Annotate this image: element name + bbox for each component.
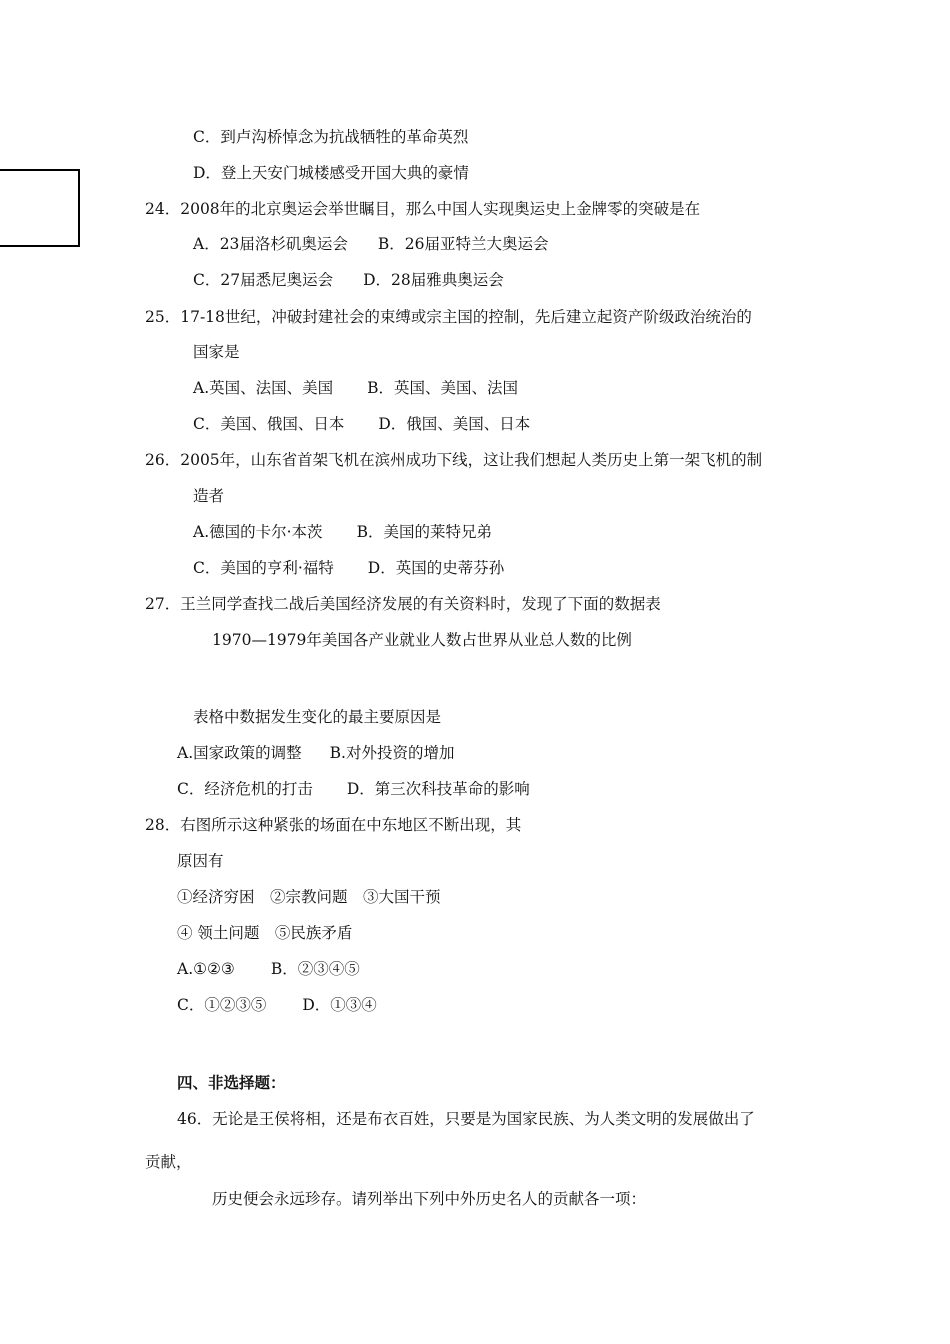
q25-option-d: D．俄国、美国、日本	[378, 415, 531, 433]
q25-stem-line2: 国家是	[193, 343, 240, 361]
q27-options-cd	[177, 779, 530, 799]
q24-option-b: B．26届亚特兰大奥运会	[377, 235, 549, 253]
q27-table-caption: 1970—1979年美国各产业就业人数占世界从业总人数的比例	[212, 631, 632, 649]
q27-option-c: C．经济危机的打击	[177, 780, 313, 798]
q27-option-d: D．第三次科技革命的影响	[346, 780, 530, 798]
q25-option-c: C．美国、俄国、日本	[193, 415, 345, 433]
q28-options-ab	[177, 959, 360, 979]
q28-stem-line1: 28．右图所示这种紧张的场面在中东地区不断出现，其	[145, 816, 522, 834]
section-heading: 四、非选择题：	[177, 1073, 286, 1092]
q28-option-c: C．①②③⑤	[177, 996, 267, 1014]
q27-option-b: B.对外投资的增加	[329, 744, 455, 762]
q28-items-line1: ①经济穷困 ②宗教问题 ③大国干预	[177, 888, 441, 906]
q28-option-d: D．①③④	[302, 996, 377, 1014]
q46-line1: 46．无论是王侯将相，还是布衣百姓，只要是为国家民族、为人类文明的发展做出了	[177, 1110, 755, 1128]
q24-option-d: D．28届雅典奥运会	[363, 271, 504, 289]
q28-stem-line2: 原因有	[177, 852, 224, 870]
q28-option-a: A.①②③	[177, 960, 235, 978]
q24-options-ab	[193, 234, 549, 254]
q23-option-c: C．到卢沟桥悼念为抗战牺牲的革命英烈	[193, 128, 469, 146]
q24-option-c: C．27届悉尼奥运会	[193, 271, 334, 289]
q27-question: 表格中数据发生变化的最主要原因是	[193, 708, 442, 726]
q26-stem-line1: 26．2005年，山东省首架飞机在滨州成功下线，这让我们想起人类历史上第一架飞机的制	[145, 451, 763, 469]
q46-line2: 贡献，	[145, 1153, 192, 1171]
q28-options-cd	[177, 995, 377, 1015]
q26-option-a: A.德国的卡尔·本茨	[193, 523, 323, 541]
q25-stem-line1: 25．17-18世纪，冲破封建社会的束缚或宗主国的控制，先后建立起资产阶级政治统治的	[145, 308, 752, 326]
q25-option-a: A.英国、法国、美国	[193, 379, 334, 397]
q26-options-ab	[193, 522, 492, 542]
q26-options-cd	[193, 558, 504, 578]
q28-option-b: B．②③④⑤	[270, 960, 360, 978]
q24-options-cd	[193, 270, 504, 290]
q23-option-d: D．登上天安门城楼感受开国大典的豪情	[193, 164, 469, 182]
corner-box	[0, 169, 80, 247]
q25-option-b: B．英国、美国、法国	[367, 379, 519, 397]
q46-line3: 历史便会永远珍存。请列举出下列中外历史名人的贡献各一项：	[212, 1190, 647, 1208]
q24-option-a: A．23届洛杉矶奥运会	[193, 235, 348, 253]
q27-options-ab	[177, 743, 454, 763]
q27-stem: 27．王兰同学查找二战后美国经济发展的有关资料时，发现了下面的数据表	[145, 595, 661, 613]
q27-option-a: A.国家政策的调整	[177, 744, 302, 762]
q26-option-b: B．美国的莱特兄弟	[356, 523, 492, 541]
q26-option-c: C．美国的亨利·福特	[193, 559, 334, 577]
q25-options-cd	[193, 414, 530, 434]
q26-option-d: D．英国的史蒂芬孙	[367, 559, 505, 577]
q28-items-line2: ④ 领土问题 ⑤民族矛盾	[177, 924, 353, 942]
q25-options-ab	[193, 378, 518, 398]
q24-stem: 24．2008年的北京奥运会举世瞩目，那么中国人实现奥运史上金牌零的突破是在	[145, 200, 701, 218]
q26-stem-line2: 造者	[193, 487, 225, 505]
